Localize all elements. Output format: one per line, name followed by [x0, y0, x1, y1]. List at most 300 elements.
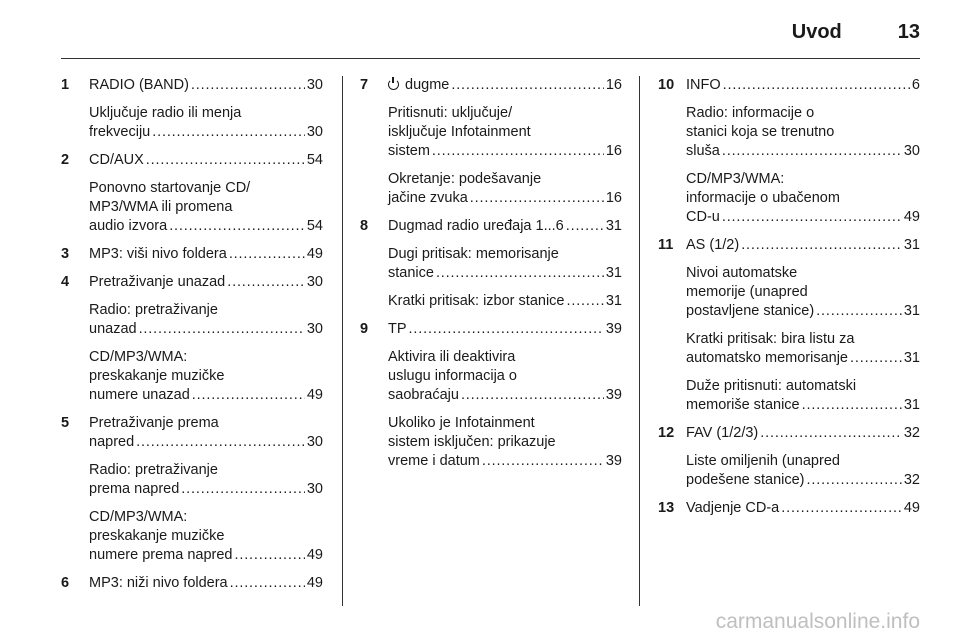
entry-line	[89, 151, 323, 170]
entry-description: memorije (unapred	[686, 284, 808, 300]
entry-line	[89, 273, 323, 292]
entry-gap	[61, 292, 323, 301]
entry-number	[360, 348, 388, 405]
entry-line	[89, 367, 323, 386]
entry-body	[89, 179, 323, 236]
entry-line	[686, 123, 920, 142]
entry-line	[686, 302, 920, 321]
entry-number	[61, 348, 89, 405]
leader-dots	[482, 452, 604, 471]
leader-dots	[191, 76, 305, 95]
entry-line	[686, 189, 920, 208]
entry-line	[89, 123, 323, 142]
index-entry[interactable]	[61, 574, 323, 593]
entry-body	[388, 76, 622, 95]
entry-body	[89, 574, 323, 593]
leader-dots	[722, 208, 902, 227]
entry-description: saobraćaju	[388, 387, 459, 403]
entry-line	[89, 546, 323, 565]
column-1	[61, 76, 323, 593]
entry-body	[388, 348, 622, 405]
leader-dots	[741, 236, 902, 255]
entry-number	[360, 104, 388, 161]
entry-description: Radio: pretraživanje	[89, 302, 218, 318]
entry-body	[686, 452, 920, 490]
index-entry[interactable]	[61, 151, 323, 170]
entry-description: automatsko memorisanje	[686, 350, 848, 366]
entry-body	[89, 76, 323, 95]
entry-line	[388, 433, 622, 452]
entry-description: Pritisnuti: uključuje/	[388, 105, 513, 121]
leader-dots	[152, 123, 305, 142]
entry-description: jačine zvuka	[388, 190, 468, 206]
leader-dots	[781, 499, 902, 518]
leader-dots	[234, 546, 304, 565]
entry-description: sluša	[686, 143, 720, 159]
entry-description: Kratki pritisak: izbor stanice	[388, 293, 565, 309]
leader-dots	[802, 396, 902, 415]
index-entry[interactable]	[658, 499, 920, 518]
entry-gap	[61, 264, 323, 273]
entry-description: sistem	[388, 143, 430, 159]
index-subentry[interactable]	[61, 508, 323, 565]
entry-line	[89, 104, 323, 123]
entry-description: Radio: pretraživanje	[89, 462, 218, 478]
page-reference: 31	[605, 293, 622, 309]
entry-line	[686, 377, 920, 396]
entry-title: MP3: viši nivo foldera	[89, 246, 227, 262]
power-icon	[388, 79, 399, 90]
entry-number	[360, 292, 388, 311]
leader-dots	[723, 76, 910, 95]
entry-number	[658, 104, 686, 161]
entry-body	[388, 170, 622, 208]
entry-line	[388, 414, 622, 433]
entry-description: Liste omiljenih (unapred	[686, 453, 840, 469]
entry-line	[388, 320, 622, 339]
entry-line	[89, 414, 323, 433]
entry-body	[89, 104, 323, 142]
entry-description: audio izvora	[89, 218, 168, 234]
index-entry[interactable]	[61, 273, 323, 292]
index-entry[interactable]	[61, 414, 323, 452]
page-reference: 31	[903, 303, 920, 319]
entry-title: Pretraživanje prema	[89, 415, 219, 431]
page-reference: 30	[903, 143, 920, 159]
page-reference: 30	[306, 124, 323, 140]
entry-number: 11	[658, 237, 674, 253]
entry-gap	[360, 339, 622, 348]
entry-body	[686, 76, 920, 95]
entry-line	[686, 471, 920, 490]
entry-description: uslugu informacija o	[388, 368, 517, 384]
leader-dots	[470, 189, 604, 208]
entry-body	[388, 104, 622, 161]
entry-gap	[360, 95, 622, 104]
page-reference: 16	[605, 143, 622, 159]
entry-number: 13	[658, 500, 675, 516]
entry-line	[89, 348, 323, 367]
page-reference: 32	[903, 425, 920, 441]
entry-description: Nivoi automatske	[686, 265, 798, 281]
index-entry[interactable]	[658, 76, 920, 95]
entry-description: numere unazad	[89, 387, 190, 403]
page-reference: 30	[306, 77, 323, 93]
entry-gap	[61, 499, 323, 508]
index-subentry[interactable]	[360, 104, 622, 161]
entry-line	[388, 123, 622, 142]
index-entry[interactable]	[360, 320, 622, 339]
entry-body	[89, 348, 323, 405]
page-reference: 49	[903, 500, 920, 516]
entry-line	[388, 76, 622, 95]
entry-title: Pretraživanje unazad	[89, 274, 226, 290]
page-reference: 30	[306, 434, 323, 450]
entry-body	[686, 236, 920, 255]
entry-gap	[658, 490, 920, 499]
leader-dots	[192, 386, 305, 405]
index-subentry[interactable]	[658, 330, 920, 368]
index-entry[interactable]	[360, 217, 622, 236]
index-entry[interactable]	[360, 76, 622, 95]
entry-line	[89, 574, 323, 593]
entry-gap	[61, 95, 323, 104]
index-subentry[interactable]	[61, 461, 323, 499]
entry-title: TP	[388, 321, 407, 337]
entry-body	[388, 292, 622, 311]
index-subentry[interactable]	[61, 348, 323, 405]
entry-gap	[61, 452, 323, 461]
page-reference: 49	[306, 246, 323, 262]
page-reference: 39	[605, 321, 622, 337]
entry-title: CD/AUX	[89, 152, 144, 168]
entry-number	[658, 264, 686, 321]
entry-gap	[658, 227, 920, 236]
column-3	[658, 76, 920, 518]
entry-description: CD/MP3/WMA:	[686, 171, 785, 187]
page-reference: 31	[903, 237, 920, 253]
entry-line	[89, 179, 323, 198]
entry-description: Okretanje: podešavanje	[388, 171, 542, 187]
entry-line	[388, 189, 622, 208]
entry-body	[388, 414, 622, 471]
leader-dots	[807, 471, 902, 490]
leader-dots	[461, 386, 604, 405]
page-reference: 49	[903, 209, 920, 225]
entry-description: MP3/WMA ili promena	[89, 199, 233, 215]
entry-description: numere prema napred	[89, 547, 233, 563]
entry-gap	[658, 321, 920, 330]
entry-description: CD/MP3/WMA:	[89, 509, 188, 525]
entry-gap	[658, 255, 920, 264]
entry-line	[388, 367, 622, 386]
page-header	[792, 18, 920, 46]
entry-line	[388, 142, 622, 161]
entry-number	[658, 452, 686, 490]
entry-body	[89, 461, 323, 499]
index-subentry[interactable]	[61, 301, 323, 339]
entry-description: memoriše stanice	[686, 397, 800, 413]
page-reference: 30	[306, 321, 323, 337]
entry-number	[61, 301, 89, 339]
entry-gap	[658, 415, 920, 424]
entry-number	[658, 330, 686, 368]
entry-number: 1	[61, 77, 70, 93]
entry-line	[686, 452, 920, 471]
entry-line	[686, 264, 920, 283]
entry-number: 12	[658, 425, 675, 441]
entry-line	[89, 480, 323, 499]
entry-line	[388, 292, 622, 311]
leader-dots	[760, 424, 902, 443]
entry-body	[686, 377, 920, 415]
column-2	[360, 76, 622, 471]
entry-number: 10	[658, 77, 675, 93]
entry-body	[686, 424, 920, 443]
header-rule	[61, 58, 920, 59]
entry-number	[61, 179, 89, 236]
entry-description: Uključuje radio ili menja	[89, 105, 242, 121]
page-reference: 6	[911, 77, 920, 93]
entry-gap	[61, 236, 323, 245]
leader-dots	[227, 273, 305, 292]
page-reference: 31	[605, 218, 622, 234]
entry-gap	[61, 565, 323, 574]
entry-line	[388, 217, 622, 236]
entry-description: CD-u	[686, 209, 720, 225]
entry-number	[61, 508, 89, 565]
index-subentry[interactable]	[360, 245, 622, 283]
entry-description: Duže pritisnuti: automatski	[686, 378, 857, 394]
entry-description: vreme i datum	[388, 453, 480, 469]
leader-dots	[146, 151, 305, 170]
entry-line	[686, 349, 920, 368]
index-subentry[interactable]	[360, 348, 622, 405]
entry-line	[89, 245, 323, 264]
entry-number: 4	[61, 274, 70, 290]
page-reference: 49	[306, 575, 323, 591]
entry-description: Ponovno startovanje CD/	[89, 180, 251, 196]
page-reference: 31	[903, 397, 920, 413]
index-subentry[interactable]	[360, 170, 622, 208]
entry-description: sistem isključen: prikazuje	[388, 434, 556, 450]
page-reference: 39	[605, 453, 622, 469]
leader-dots	[409, 320, 604, 339]
entry-line	[388, 264, 622, 283]
entry-line	[686, 236, 920, 255]
entry-title: Dugmad radio uređaja 1...6	[388, 218, 564, 234]
entry-line	[686, 499, 920, 518]
entry-body	[89, 414, 323, 452]
entry-line	[89, 217, 323, 236]
entry-description: stanice	[388, 265, 434, 281]
entry-line	[89, 198, 323, 217]
index-entry[interactable]	[658, 424, 920, 443]
page-reference: 49	[306, 547, 323, 563]
entry-description: frekveciju	[89, 124, 151, 140]
entry-description: stanici koja se trenutno	[686, 124, 835, 140]
column-divider	[342, 76, 343, 606]
entry-number: 7	[360, 77, 369, 93]
leader-dots	[136, 433, 305, 452]
page-reference: 30	[306, 274, 323, 290]
index-subentry[interactable]	[61, 179, 323, 236]
entry-description: prema napred	[89, 481, 180, 497]
entry-line	[388, 348, 622, 367]
entry-description: postavljene stanice)	[686, 303, 815, 319]
section-title: Uvod	[791, 20, 842, 43]
page-reference: 49	[306, 387, 323, 403]
index-entry[interactable]	[61, 245, 323, 264]
entry-number: 6	[61, 575, 70, 591]
watermark: carmanualsonline.info	[715, 610, 920, 633]
entry-description: Kratki pritisak: bira listu za	[686, 331, 855, 347]
leader-dots	[436, 264, 604, 283]
page-reference: 31	[605, 265, 622, 281]
entry-body	[686, 104, 920, 161]
index-subentry[interactable]	[658, 452, 920, 490]
entry-description: Ukoliko je Infotainment	[388, 415, 535, 431]
entry-gap	[61, 339, 323, 348]
entry-line	[89, 76, 323, 95]
entry-gap	[360, 161, 622, 170]
entry-body	[686, 499, 920, 518]
entry-number: 8	[360, 218, 369, 234]
index-subentry[interactable]	[360, 292, 622, 311]
entry-description: Radio: informacije o	[686, 105, 815, 121]
index-subentry[interactable]	[658, 104, 920, 161]
index-subentry[interactable]	[61, 104, 323, 142]
entry-number: 2	[61, 152, 70, 168]
entry-line	[388, 452, 622, 471]
entry-description: isključuje Infotainment	[388, 124, 531, 140]
entry-number	[61, 104, 89, 142]
entry-gap	[360, 405, 622, 414]
entry-line	[686, 170, 920, 189]
entry-body	[388, 320, 622, 339]
page-reference: 16	[605, 190, 622, 206]
leader-dots	[722, 142, 902, 161]
index-subentry[interactable]	[658, 377, 920, 415]
entry-title: Vadjenje CD-a	[686, 500, 780, 516]
page-reference: 30	[306, 481, 323, 497]
entry-gap	[61, 405, 323, 414]
page-reference: 39	[605, 387, 622, 403]
leader-dots	[566, 217, 604, 236]
page-reference: 54	[306, 152, 323, 168]
page-reference: 32	[903, 472, 920, 488]
entry-line	[89, 320, 323, 339]
entry-body	[89, 301, 323, 339]
entry-description: unazad	[89, 321, 137, 337]
entry-line	[89, 301, 323, 320]
entry-description: Aktivira ili deaktivira	[388, 349, 516, 365]
entry-line	[686, 283, 920, 302]
entry-description: preskakanje muzičke	[89, 528, 225, 544]
entry-title: napred	[89, 434, 135, 450]
entry-body	[686, 264, 920, 321]
entry-gap	[61, 142, 323, 151]
entry-body	[686, 330, 920, 368]
leader-dots	[850, 349, 902, 368]
entry-line	[89, 508, 323, 527]
entry-body	[89, 151, 323, 170]
index-entry[interactable]	[61, 76, 323, 95]
leader-dots	[181, 480, 305, 499]
entry-line	[686, 330, 920, 349]
entry-gap	[658, 443, 920, 452]
entry-line	[89, 386, 323, 405]
entry-line	[388, 170, 622, 189]
entry-gap	[658, 95, 920, 104]
entry-title: dugme	[388, 76, 449, 95]
entry-line	[89, 527, 323, 546]
entry-number: 5	[61, 415, 70, 431]
entry-title: MP3: niži nivo foldera	[89, 575, 228, 591]
entry-number	[360, 245, 388, 283]
entry-gap	[360, 311, 622, 320]
column-divider	[639, 76, 640, 606]
entry-gap	[61, 170, 323, 179]
entry-body	[89, 508, 323, 565]
leader-dots	[229, 245, 305, 264]
page-reference: 54	[306, 218, 323, 234]
entry-title: INFO	[686, 77, 721, 93]
entry-line	[686, 424, 920, 443]
entry-title: RADIO (BAND)	[89, 77, 189, 93]
entry-line	[686, 76, 920, 95]
leader-dots	[139, 320, 305, 339]
entry-gap	[360, 283, 622, 292]
entry-body	[686, 170, 920, 227]
index-subentry[interactable]	[658, 170, 920, 227]
index-entry[interactable]	[658, 236, 920, 255]
entry-line	[686, 396, 920, 415]
entry-number	[360, 414, 388, 471]
entry-description: informacije o ubačenom	[686, 190, 840, 206]
entry-gap	[658, 161, 920, 170]
leader-dots	[451, 76, 604, 95]
entry-body	[89, 245, 323, 264]
entry-title: AS (1/2)	[686, 237, 740, 253]
entry-gap	[360, 236, 622, 245]
entry-line	[388, 104, 622, 123]
entry-line	[388, 245, 622, 264]
page-reference: 31	[903, 350, 920, 366]
entry-description: Dugi pritisak: memorisanje	[388, 246, 559, 262]
entry-number	[360, 170, 388, 208]
entry-body	[388, 217, 622, 236]
entry-line	[686, 208, 920, 227]
entry-gap	[360, 208, 622, 217]
entry-body	[388, 245, 622, 283]
entry-description: CD/MP3/WMA:	[89, 349, 188, 365]
entry-number	[658, 170, 686, 227]
leader-dots	[432, 142, 604, 161]
leader-dots	[566, 292, 603, 311]
entry-line	[686, 142, 920, 161]
leader-dots	[230, 574, 305, 593]
page-reference: 16	[605, 77, 622, 93]
entry-gap	[658, 368, 920, 377]
entry-description: podešene stanice)	[686, 472, 805, 488]
entry-line	[388, 386, 622, 405]
entry-title: FAV (1/2/3)	[686, 425, 759, 441]
index-subentry[interactable]	[360, 414, 622, 471]
leader-dots	[816, 302, 902, 321]
entry-line	[686, 104, 920, 123]
index-subentry[interactable]	[658, 264, 920, 321]
